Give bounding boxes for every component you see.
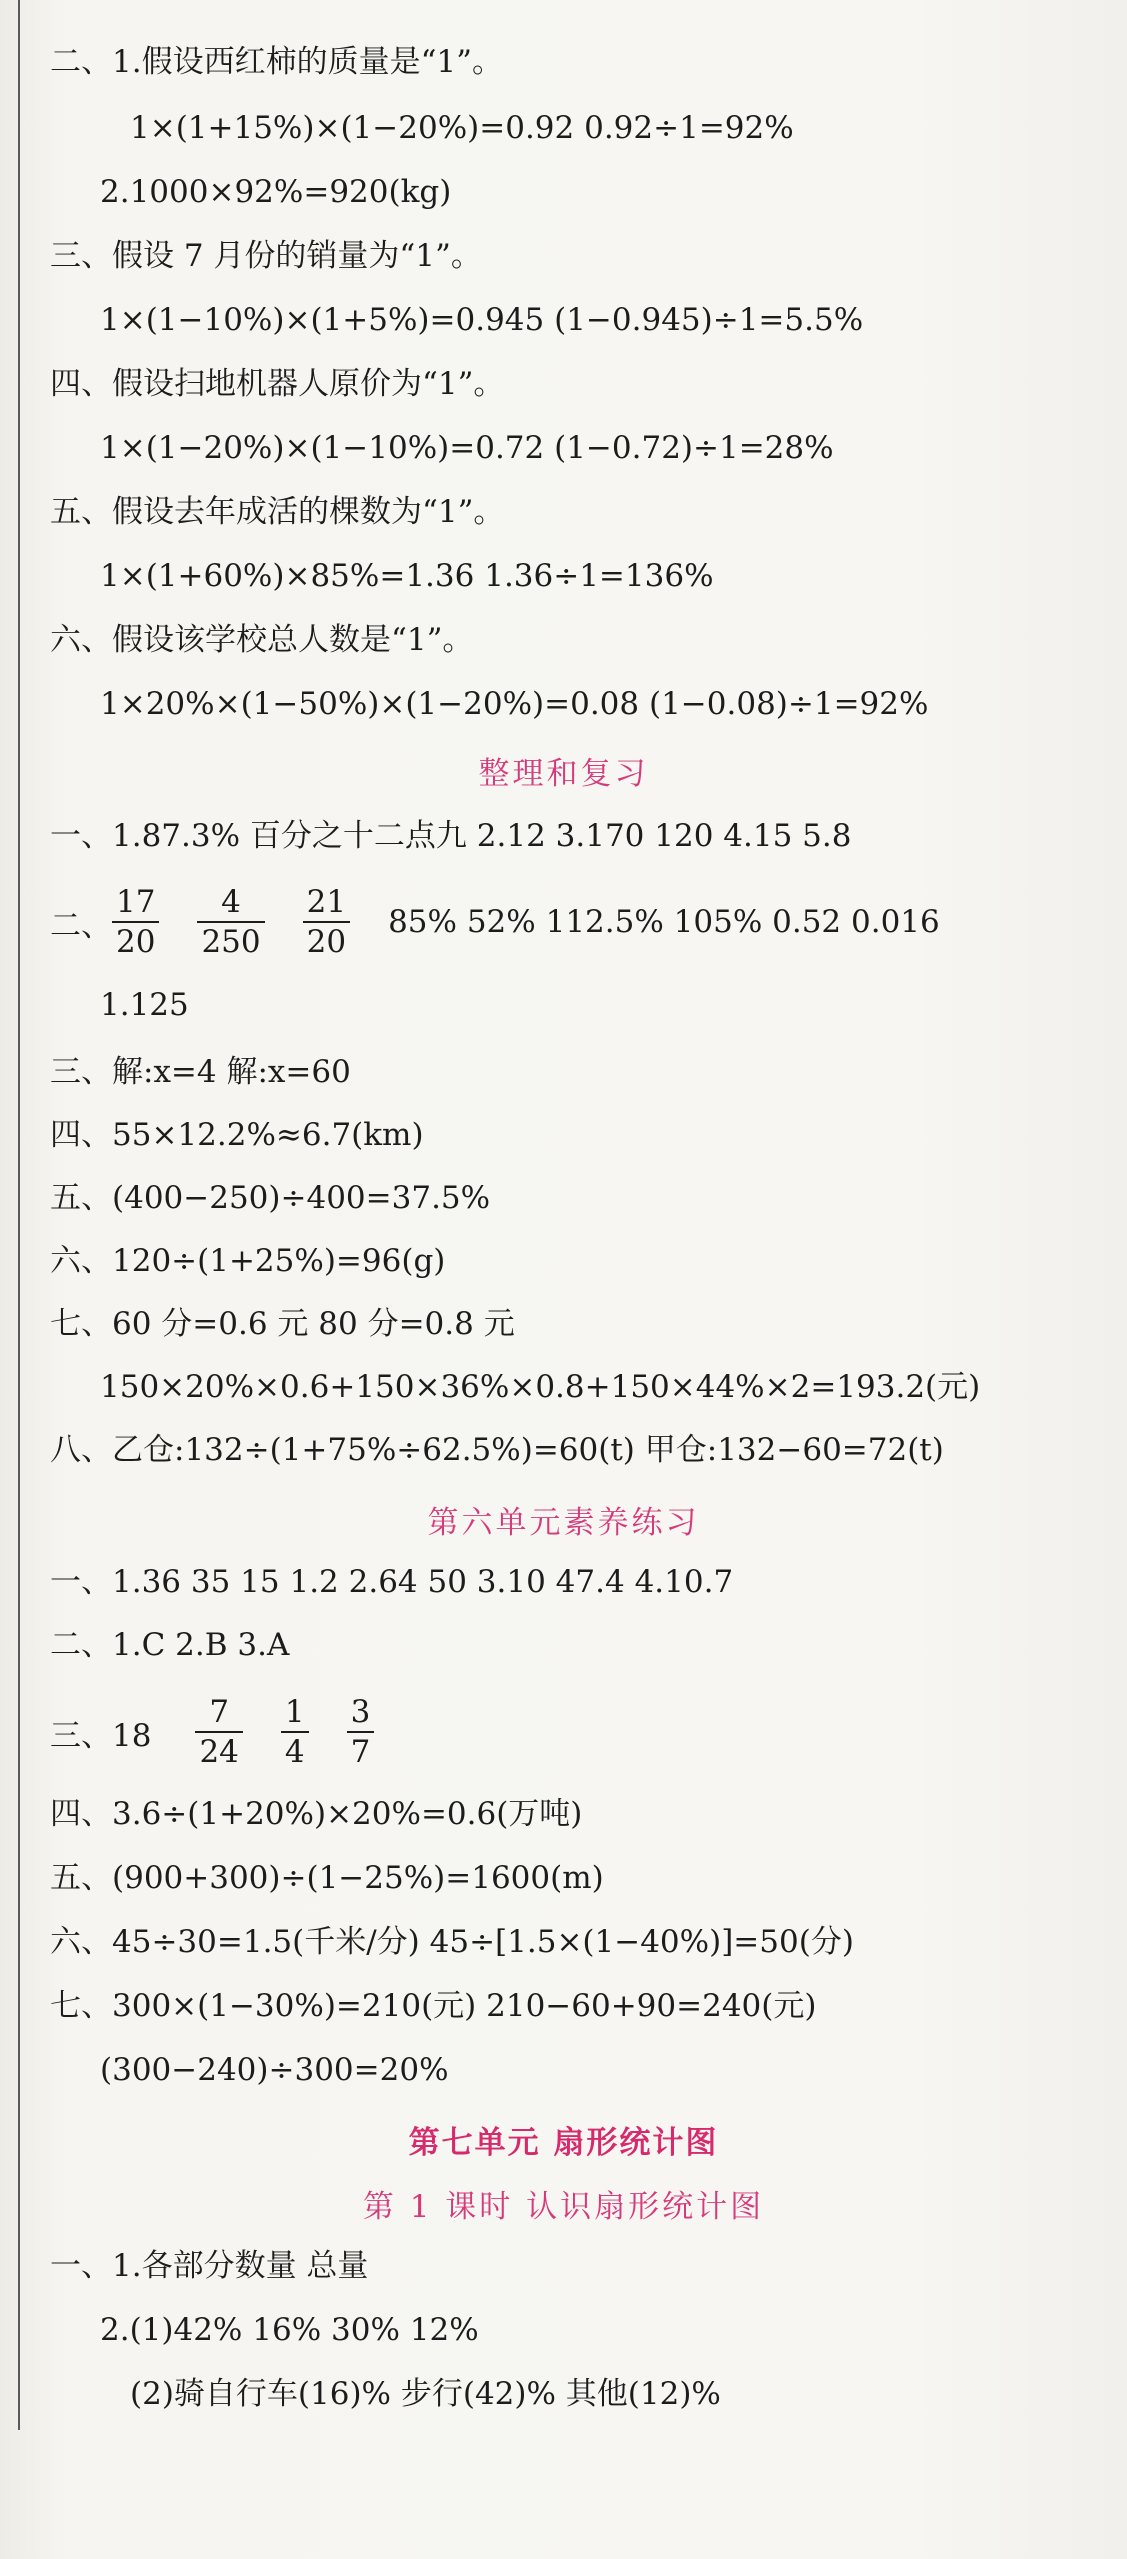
numerator: 3 — [350, 1694, 371, 1730]
answer-line: 二、1.C 2.B 3.A — [50, 1627, 290, 1663]
answer-line: 四、3.6÷(1+20%)×20%=0.6(万吨) — [50, 1796, 583, 1832]
numerator: 7 — [209, 1694, 230, 1730]
answer-line: 1×(1−10%)×(1+5%)=0.945 (1−0.945)÷1=5.5% — [100, 302, 864, 338]
fraction-answer-line — [50, 867, 940, 977]
fraction — [303, 883, 350, 961]
numerator: 4 — [221, 884, 241, 920]
answer-line: 1×20%×(1−50%)×(1−20%)=0.08 (1−0.08)÷1=92% — [100, 686, 929, 722]
answer-line: 六、120÷(1+25%)=96(g) — [50, 1243, 446, 1279]
denominator: 24 — [195, 1731, 242, 1771]
margin-line — [18, 0, 20, 2430]
denominator: 20 — [303, 921, 350, 961]
section-heading: 整理和复习 — [478, 756, 649, 792]
answer-line: 2.(1)42% 16% 30% 12% — [100, 2312, 479, 2348]
answer-line: 一、1.36 35 15 1.2 2.64 50 3.10 47.4 4.10.7 — [50, 1564, 734, 1600]
answer-line: 1.125 — [100, 987, 189, 1023]
answer-line: 一、1.各部分数量 总量 — [50, 2248, 369, 2284]
numerator: 21 — [306, 884, 347, 920]
answer-line: (300−240)÷300=20% — [100, 2052, 449, 2088]
answer-line: 五、假设去年成活的棵数为“1”。 — [50, 494, 505, 530]
fraction — [112, 883, 159, 961]
answer-line: 150×20%×0.6+150×36%×0.8+150×44%×2=193.2(元) — [100, 1369, 981, 1405]
fraction — [197, 883, 264, 961]
answer-line: 三、解:x=4 解:x=60 — [50, 1054, 351, 1090]
answer-line: 1×(1+15%)×(1−20%)=0.92 0.92÷1=92% — [130, 110, 794, 146]
answer-line: 六、假设该学校总人数是“1”。 — [50, 622, 474, 658]
answer-line: (2)骑自行车(16)% 步行(42)% 其他(12)% — [130, 2376, 721, 2412]
item-prefix: 二、 — [50, 907, 112, 944]
fraction-answer-line — [50, 1677, 412, 1787]
answer-line: 一、1.87.3% 百分之十二点九 2.12 3.170 120 4.15 5.8 — [50, 818, 852, 854]
answer-line: 五、(400−250)÷400=37.5% — [50, 1180, 491, 1216]
answer-line: 2.1000×92%=920(kg) — [100, 174, 452, 210]
answer-line: 1×(1−20%)×(1−10%)=0.72 (1−0.72)÷1=28% — [100, 430, 834, 466]
numerator: 1 — [284, 1694, 305, 1730]
section-heading: 第六单元素养练习 — [427, 1505, 700, 1541]
denominator: 20 — [112, 921, 159, 961]
answer-line: 三、假设 7 月份的销量为“1”。 — [50, 238, 482, 274]
answer-line: 1×(1+60%)×85%=1.36 1.36÷1=136% — [100, 558, 714, 594]
answer-line: 六、45÷30=1.5(千米/分) 45÷[1.5×(1−40%)]=50(分) — [50, 1924, 854, 1960]
denominator: 250 — [197, 921, 264, 961]
fraction — [195, 1693, 242, 1771]
answer-line: 七、60 分=0.6 元 80 分=0.8 元 — [50, 1306, 515, 1342]
answer-line: 七、300×(1−30%)=210(元) 210−60+90=240(元) — [50, 1988, 817, 2024]
denominator: 4 — [281, 1731, 309, 1771]
answer-values: 85% 52% 112.5% 105% 0.52 0.016 — [388, 904, 940, 940]
unit-heading: 第七单元 扇形统计图 — [408, 2125, 719, 2161]
answer-line: 五、(900+300)÷(1−25%)=1600(m) — [50, 1860, 604, 1896]
answer-line: 四、假设扫地机器人原价为“1”。 — [50, 366, 505, 402]
answer-line: 四、55×12.2%≈6.7(km) — [50, 1117, 424, 1153]
denominator: 7 — [347, 1731, 375, 1771]
item-prefix: 三、18 — [50, 1717, 152, 1754]
fraction — [281, 1693, 309, 1771]
answer-line: 二、1.假设西红柿的质量是“1”。 — [50, 44, 503, 80]
fraction — [347, 1693, 375, 1771]
numerator: 17 — [116, 884, 156, 920]
lesson-heading: 第 1 课时 认识扇形统计图 — [362, 2189, 765, 2225]
answer-line: 八、乙仓:132÷(1+75%÷62.5%)=60(t) 甲仓:132−60=72(t) — [50, 1432, 944, 1468]
